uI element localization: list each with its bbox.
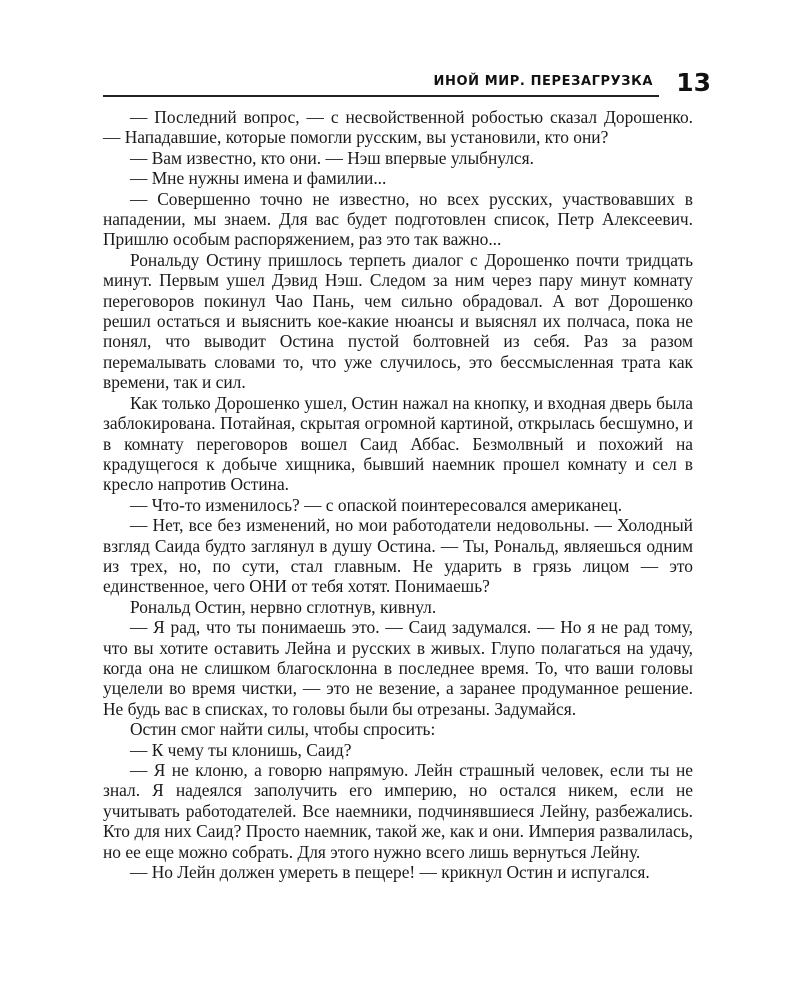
paragraph-1: — Последний вопрос, — с несвойственной робостью сказал Дорошенко. — Нападавшие, которые помогли русским, вы установили, кто они? [103, 107, 693, 148]
paragraph-10: — Я рад, что ты понимаешь это. — Саид задумался. — Но я не рад тому, что вы хотите оставить Лейна и русских в живых. Глупо полагаться на удачу, когда она не слишком благосклонна в последнее время. То, что ваши головы уцелели во время чистки, — это не везение, а заранее продуманное решение. Не будь вас в списках, то головы были бы отрезаны. Задумайся. [103, 617, 693, 719]
paragraph-14: — Но Лейн должен умереть в пещере! — крикнул Остин и испугался. [129, 862, 650, 883]
header-rule [103, 95, 659, 97]
body-text [103, 107, 693, 882]
paragraph-13: — Я не клоню, а говорю напрямую. Лейн страшный человек, если ты не знал. Я надеялся заполучить его империю, но остался никем, если не учитывать работодателей. Все наемники, подчинявшиеся Лейну, разбежались. Кто для них Саид? Просто наемник, такой же, как и они. Империя развалилась, но ее еще можно собрать. Для этого нужно всего лишь вернуться Лейну. [103, 760, 693, 862]
running-title: ИНОЙ МИР. ПЕРЕЗАГРУЗКА [433, 74, 653, 89]
paragraph-8: — Нет, все без изменений, но мои работодатели недовольны. — Холодный взгляд Саида будто заглянул в душу Остина. — Ты, Рональд, являешься одним из трех, но, по сути, стал главным. Не ударить в грязь лицом — это единственное, чего ОНИ от тебя хотят. Понимаешь? [103, 515, 693, 597]
running-header [103, 68, 711, 98]
paragraph-9: Рональд Остин, нервно сглотнув, кивнул. [129, 596, 437, 617]
paragraph-2: — Вам известно, кто они. — Нэш впервые улыбнулся. [129, 147, 534, 168]
paragraph-12: — К чему ты клонишь, Саид? [129, 739, 352, 760]
paragraph-11: Остин смог найти силы, чтобы спросить: [129, 719, 436, 740]
paragraph-4: — Совершенно точно не известно, но всех русских, участвовавших в нападении, мы знаем. Для вас будет подготовлен список, Петр Алексеевич. Пришлю особым распоряжением, раз это так важно... [103, 188, 693, 250]
paragraph-3: — Мне нужны имена и фамилии... [129, 168, 387, 189]
page-number: 13 [676, 68, 711, 97]
paragraph-6: Как только Дорошенко ушел, Остин нажал на кнопку, и входная дверь была заблокирована. Потайная, скрытая огромной картиной, открылась бесшумно, и в комнату переговоров вошел Саид Аббас. Безмолвный и похожий на крадущегося к добыче хищника, бывший наемник прошел комнату и сел в кресло напротив Остина. [103, 392, 693, 495]
paragraph-5: Рональду Остину пришлось терпеть диалог с Дорошенко почти тридцать минут. Первым ушел Дэвид Нэш. Следом за ним через пару минут комнату переговоров покинул Чао Пань, чем сильно обрадовал. А вот Дорошенко решил остаться и выяснить кое-какие нюансы и выяснял их полчаса, пока не понял, что выводит Остина пустой болтовней из себя. Раз за разом перемалывать словами то, что уже случилось, это бессмысленная трата как времени, так и сил. [103, 249, 693, 393]
paragraph-7: — Что-то изменилось? — с опаской поинтересовался американец. [129, 494, 623, 515]
